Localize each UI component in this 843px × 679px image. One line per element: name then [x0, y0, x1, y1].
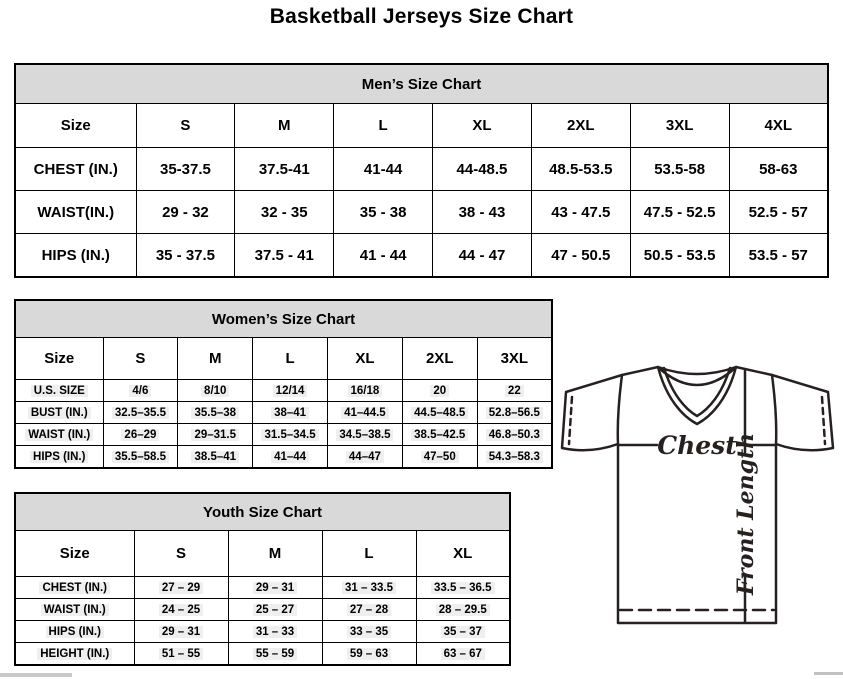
- column-header: L: [334, 104, 433, 148]
- table-title-row: [15, 64, 828, 104]
- column-header: S: [103, 338, 178, 380]
- column-header: 2XL: [531, 104, 630, 148]
- row-label: WAIST (IN.): [15, 424, 103, 446]
- table-row: [15, 446, 552, 469]
- size-cell: 29–31.5: [178, 424, 253, 446]
- column-header: M: [228, 531, 322, 577]
- row-label: HEIGHT (IN.): [15, 643, 134, 666]
- size-cell: 48.5-53.5: [531, 148, 630, 191]
- youth-table-title: Youth Size Chart: [15, 493, 510, 531]
- jersey-measurement-diagram: [556, 356, 843, 634]
- table-row: [15, 643, 510, 666]
- jersey-outline: [562, 367, 833, 623]
- horizontal-scrollbar-thumb-left[interactable]: [0, 673, 72, 677]
- row-label: WAIST(IN.): [15, 191, 136, 234]
- size-cell: 26–29: [103, 424, 178, 446]
- column-header: 2XL: [402, 338, 477, 380]
- mens-size-table: [14, 63, 829, 278]
- column-header: M: [235, 104, 334, 148]
- column-header: XL: [416, 531, 510, 577]
- size-cell: 35 - 38: [334, 191, 433, 234]
- column-header-row: [15, 104, 828, 148]
- size-cell: 4/6: [103, 380, 178, 402]
- table-row: [15, 148, 828, 191]
- size-cell: 33.5 – 36.5: [416, 577, 510, 599]
- table-title-row: [15, 300, 552, 338]
- row-label: CHEST (IN.): [15, 148, 136, 191]
- column-header: Size: [15, 338, 103, 380]
- row-label: HIPS (IN.): [15, 446, 103, 469]
- size-cell: 38.5–42.5: [402, 424, 477, 446]
- size-cell: 35 – 37: [416, 621, 510, 643]
- size-cell: 52.5 - 57: [729, 191, 828, 234]
- size-cell: 29 – 31: [228, 577, 322, 599]
- table-row: [15, 234, 828, 278]
- size-cell: 41 - 44: [334, 234, 433, 278]
- column-header: M: [178, 338, 253, 380]
- size-cell: 31 – 33: [228, 621, 322, 643]
- table-row: [15, 577, 510, 599]
- size-cell: 53.5 - 57: [729, 234, 828, 278]
- size-cell: 31 – 33.5: [322, 577, 416, 599]
- size-cell: 46.8–50.3: [477, 424, 552, 446]
- mens-table-title: Men’s Size Chart: [15, 64, 828, 104]
- size-cell: 20: [402, 380, 477, 402]
- size-cell: 24 – 25: [134, 599, 228, 621]
- womens-size-table: [14, 299, 553, 469]
- size-cell: 51 – 55: [134, 643, 228, 666]
- size-cell: 38 - 43: [433, 191, 532, 234]
- size-cell: 33 – 35: [322, 621, 416, 643]
- size-cell: 29 - 32: [136, 191, 235, 234]
- size-cell: 58-63: [729, 148, 828, 191]
- column-header: 3XL: [477, 338, 552, 380]
- size-cell: 47–50: [402, 446, 477, 469]
- column-header: 4XL: [729, 104, 828, 148]
- table-title-row: [15, 493, 510, 531]
- size-cell: 34.5–38.5: [327, 424, 402, 446]
- size-cell: 38–41: [253, 402, 328, 424]
- row-label: U.S. SIZE: [15, 380, 103, 402]
- column-header: XL: [433, 104, 532, 148]
- column-header: XL: [327, 338, 402, 380]
- size-cell: 54.3–58.3: [477, 446, 552, 469]
- size-cell: 16/18: [327, 380, 402, 402]
- size-cell: 44.5–48.5: [402, 402, 477, 424]
- size-cell: 55 – 59: [228, 643, 322, 666]
- size-cell: 29 – 31: [134, 621, 228, 643]
- size-cell: 43 - 47.5: [531, 191, 630, 234]
- size-cell: 44-48.5: [433, 148, 532, 191]
- column-header: L: [253, 338, 328, 380]
- size-cell: 47.5 - 52.5: [630, 191, 729, 234]
- column-header-row: [15, 531, 510, 577]
- size-cell: 28 – 29.5: [416, 599, 510, 621]
- chest-label: Chest: [657, 431, 737, 460]
- size-cell: 8/10: [178, 380, 253, 402]
- size-cell: 27 – 29: [134, 577, 228, 599]
- column-header: L: [322, 531, 416, 577]
- table-row: [15, 621, 510, 643]
- youth-size-table: [14, 492, 511, 666]
- size-cell: 53.5-58: [630, 148, 729, 191]
- size-cell: 25 – 27: [228, 599, 322, 621]
- size-cell: 35-37.5: [136, 148, 235, 191]
- size-cell: 52.8–56.5: [477, 402, 552, 424]
- table-row: [15, 424, 552, 446]
- column-header: 3XL: [630, 104, 729, 148]
- size-cell: 41-44: [334, 148, 433, 191]
- size-cell: 37.5-41: [235, 148, 334, 191]
- size-cell: 22: [477, 380, 552, 402]
- size-cell: 44–47: [327, 446, 402, 469]
- row-label: CHEST (IN.): [15, 577, 134, 599]
- size-cell: 32.5–35.5: [103, 402, 178, 424]
- column-header: Size: [15, 531, 134, 577]
- size-cell: 35.5–38: [178, 402, 253, 424]
- size-cell: 38.5–41: [178, 446, 253, 469]
- column-header-row: [15, 338, 552, 380]
- row-label: HIPS (IN.): [15, 621, 134, 643]
- column-header: S: [134, 531, 228, 577]
- size-cell: 35 - 37.5: [136, 234, 235, 278]
- row-label: HIPS (IN.): [15, 234, 136, 278]
- size-cell: 37.5 - 41: [235, 234, 334, 278]
- womens-table-title: Women’s Size Chart: [15, 300, 552, 338]
- table-row: [15, 380, 552, 402]
- horizontal-scrollbar-thumb-right[interactable]: [814, 672, 843, 675]
- size-cell: 32 - 35: [235, 191, 334, 234]
- size-cell: 63 – 67: [416, 643, 510, 666]
- table-row: [15, 191, 828, 234]
- size-cell: 35.5–58.5: [103, 446, 178, 469]
- size-cell: 41–44.5: [327, 402, 402, 424]
- size-cell: 41–44: [253, 446, 328, 469]
- front-length-label: Front Length: [733, 432, 759, 596]
- page-title: Basketball Jerseys Size Chart: [269, 5, 574, 28]
- size-cell: 27 – 28: [322, 599, 416, 621]
- size-cell: 50.5 - 53.5: [630, 234, 729, 278]
- size-cell: 59 – 63: [322, 643, 416, 666]
- size-cell: 31.5–34.5: [253, 424, 328, 446]
- row-label: BUST (IN.): [15, 402, 103, 424]
- row-label: WAIST (IN.): [15, 599, 134, 621]
- table-row: [15, 599, 510, 621]
- column-header: Size: [15, 104, 136, 148]
- size-cell: 47 - 50.5: [531, 234, 630, 278]
- column-header: S: [136, 104, 235, 148]
- size-cell: 12/14: [253, 380, 328, 402]
- size-cell: 44 - 47: [433, 234, 532, 278]
- table-row: [15, 402, 552, 424]
